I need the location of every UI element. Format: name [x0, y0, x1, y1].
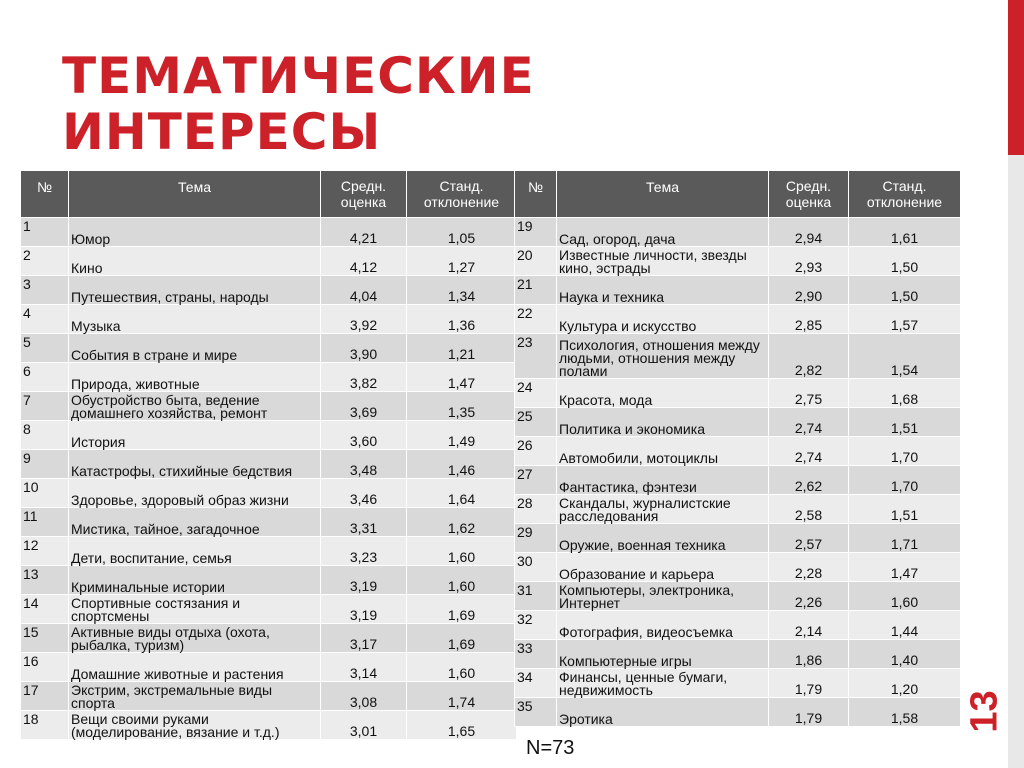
table-row	[21, 479, 517, 508]
row-number: 33	[515, 640, 557, 669]
row-mean: 2,90	[769, 276, 849, 305]
row-mean: 3,60	[321, 421, 407, 450]
row-number: 2	[21, 247, 69, 276]
row-number: 19	[515, 218, 557, 247]
row-number: 35	[515, 698, 557, 727]
title-line-2: ИНТЕРЕСЫ	[62, 103, 382, 161]
row-mean: 1,86	[769, 640, 849, 669]
row-number: 9	[21, 450, 69, 479]
row-number: 25	[515, 408, 557, 437]
row-number: 13	[21, 566, 69, 595]
row-topic: Наука и техника	[557, 276, 769, 305]
table-row	[21, 653, 517, 682]
table-row	[21, 537, 517, 566]
row-sd: 1,34	[407, 276, 517, 305]
row-topic: Криминальные истории	[69, 566, 321, 595]
row-mean: 2,57	[769, 524, 849, 553]
row-topic: Образование и карьера	[557, 553, 769, 582]
row-mean: 1,79	[769, 669, 849, 698]
row-sd: 1,71	[849, 524, 961, 553]
row-number: 26	[515, 437, 557, 466]
row-topic: Эротика	[557, 698, 769, 727]
row-number: 15	[21, 624, 69, 653]
table-row	[21, 334, 517, 363]
row-number: 22	[515, 305, 557, 334]
row-mean: 2,62	[769, 466, 849, 495]
row-sd: 1,69	[407, 624, 517, 653]
row-topic: Сад, огород, дача	[557, 218, 769, 247]
row-topic: Фантастика, фэнтези	[557, 466, 769, 495]
row-sd: 1,51	[849, 495, 961, 524]
row-mean: 4,21	[321, 218, 407, 247]
row-number: 3	[21, 276, 69, 305]
row-sd: 1,57	[849, 305, 961, 334]
row-number: 1	[21, 218, 69, 247]
row-mean: 2,74	[769, 408, 849, 437]
row-sd: 1,54	[849, 334, 961, 379]
row-topic: Вещи своими руками (моделирование, вязание и т.д.)	[69, 711, 321, 740]
row-mean: 2,58	[769, 495, 849, 524]
row-number: 16	[21, 653, 69, 682]
row-mean: 4,12	[321, 247, 407, 276]
row-mean: 2,74	[769, 437, 849, 466]
table-row	[515, 611, 961, 640]
row-sd: 1,69	[407, 595, 517, 624]
title-line-1: ТЕМАТИЧЕСКИЕ	[62, 47, 535, 105]
page-title	[62, 48, 535, 160]
row-sd: 1,46	[407, 450, 517, 479]
table-row	[515, 466, 961, 495]
header-mean: Средн. оценка	[769, 171, 849, 218]
table-row	[515, 553, 961, 582]
table-row	[515, 305, 961, 334]
row-mean: 2,26	[769, 582, 849, 611]
row-mean: 3,48	[321, 450, 407, 479]
row-sd: 1,50	[849, 276, 961, 305]
table-row	[515, 640, 961, 669]
row-mean: 3,23	[321, 537, 407, 566]
table-row	[515, 247, 961, 276]
row-number: 7	[21, 392, 69, 421]
row-sd: 1,40	[849, 640, 961, 669]
header-sd: Станд. отклонение	[407, 171, 517, 218]
row-sd: 1,60	[407, 653, 517, 682]
row-sd: 1,05	[407, 218, 517, 247]
row-sd: 1,60	[407, 537, 517, 566]
table-row	[21, 247, 517, 276]
row-mean: 1,79	[769, 698, 849, 727]
table-row	[21, 363, 517, 392]
row-mean: 3,31	[321, 508, 407, 537]
table-row	[21, 566, 517, 595]
row-sd: 1,49	[407, 421, 517, 450]
table-row	[21, 508, 517, 537]
row-sd: 1,47	[849, 553, 961, 582]
row-mean: 2,75	[769, 379, 849, 408]
table-row	[21, 392, 517, 421]
row-topic: Автомобили, мотоциклы	[557, 437, 769, 466]
row-sd: 1,62	[407, 508, 517, 537]
row-number: 4	[21, 305, 69, 334]
row-topic: Психология, отношения между людьми, отношения между полами	[557, 334, 769, 379]
row-mean: 3,46	[321, 479, 407, 508]
row-topic: Культура и искусство	[557, 305, 769, 334]
header-mean: Средн. оценка	[321, 171, 407, 218]
left-table	[20, 170, 517, 740]
table-row	[515, 495, 961, 524]
table-row	[21, 218, 517, 247]
row-topic: Компьютерные игры	[557, 640, 769, 669]
row-topic: Здоровье, здоровый образ жизни	[69, 479, 321, 508]
table-row	[21, 305, 517, 334]
sample-size: N=73	[526, 737, 575, 759]
row-sd: 1,65	[407, 711, 517, 740]
row-topic: Скандалы, журналистские расследования	[557, 495, 769, 524]
row-mean: 3,19	[321, 595, 407, 624]
table-row	[515, 698, 961, 727]
row-sd: 1,61	[849, 218, 961, 247]
row-sd: 1,64	[407, 479, 517, 508]
row-number: 11	[21, 508, 69, 537]
row-sd: 1,35	[407, 392, 517, 421]
row-number: 14	[21, 595, 69, 624]
header-num: №	[515, 171, 557, 218]
row-number: 8	[21, 421, 69, 450]
row-sd: 1,20	[849, 669, 961, 698]
row-number: 21	[515, 276, 557, 305]
header-topic: Тема	[69, 171, 321, 218]
row-mean: 2,28	[769, 553, 849, 582]
row-sd: 1,50	[849, 247, 961, 276]
row-mean: 2,94	[769, 218, 849, 247]
row-topic: Путешествия, страны, народы	[69, 276, 321, 305]
table-row	[515, 379, 961, 408]
row-sd: 1,58	[849, 698, 961, 727]
table-row	[21, 624, 517, 653]
row-mean: 3,19	[321, 566, 407, 595]
row-number: 6	[21, 363, 69, 392]
table-row	[21, 276, 517, 305]
row-number: 28	[515, 495, 557, 524]
row-topic: Юмор	[69, 218, 321, 247]
row-mean: 2,85	[769, 305, 849, 334]
row-sd: 1,60	[849, 582, 961, 611]
row-topic: Активные виды отдыха (охота, рыбалка, туризм)	[69, 624, 321, 653]
table-row	[21, 711, 517, 740]
row-topic: Обустройство быта, ведение домашнего хозяйства, ремонт	[69, 392, 321, 421]
row-mean: 3,92	[321, 305, 407, 334]
right-table	[514, 170, 961, 727]
table-row	[21, 595, 517, 624]
row-number: 17	[21, 682, 69, 711]
row-topic: Дети, воспитание, семья	[69, 537, 321, 566]
row-topic: События в стране и мире	[69, 334, 321, 363]
table-row	[515, 218, 961, 247]
table-row	[515, 408, 961, 437]
table-row	[515, 524, 961, 553]
row-sd: 1,47	[407, 363, 517, 392]
row-number: 10	[21, 479, 69, 508]
row-sd: 1,60	[407, 566, 517, 595]
table-row	[21, 421, 517, 450]
row-topic: Экстрим, экстремальные виды спорта	[69, 682, 321, 711]
row-sd: 1,70	[849, 466, 961, 495]
row-topic: Кино	[69, 247, 321, 276]
row-sd: 1,51	[849, 408, 961, 437]
table-row	[515, 276, 961, 305]
row-number: 24	[515, 379, 557, 408]
row-topic: Красота, мода	[557, 379, 769, 408]
row-topic: Музыка	[69, 305, 321, 334]
row-mean: 2,14	[769, 611, 849, 640]
page-number: 13	[963, 690, 1006, 733]
table-row	[515, 582, 961, 611]
row-topic: Фотография, видеосъемка	[557, 611, 769, 640]
row-topic: Компьютеры, электроника, Интернет	[557, 582, 769, 611]
row-number: 27	[515, 466, 557, 495]
row-sd: 1,36	[407, 305, 517, 334]
row-sd: 1,27	[407, 247, 517, 276]
row-topic: Спортивные состязания и спортсмены	[69, 595, 321, 624]
row-number: 20	[515, 247, 557, 276]
row-sd: 1,70	[849, 437, 961, 466]
row-number: 5	[21, 334, 69, 363]
header-num: №	[21, 171, 69, 218]
row-number: 31	[515, 582, 557, 611]
row-sd: 1,68	[849, 379, 961, 408]
row-mean: 4,04	[321, 276, 407, 305]
header-topic: Тема	[557, 171, 769, 218]
row-number: 32	[515, 611, 557, 640]
table-row	[515, 334, 961, 379]
table-row	[515, 437, 961, 466]
row-sd: 1,44	[849, 611, 961, 640]
row-topic: Катастрофы, стихийные бедствия	[69, 450, 321, 479]
row-topic: Политика и экономика	[557, 408, 769, 437]
row-number: 23	[515, 334, 557, 379]
row-topic: Домашние животные и растения	[69, 653, 321, 682]
row-sd: 1,21	[407, 334, 517, 363]
table-row	[515, 669, 961, 698]
row-mean: 3,17	[321, 624, 407, 653]
row-mean: 2,82	[769, 334, 849, 379]
row-topic: Известные личности, звезды кино, эстрады	[557, 247, 769, 276]
row-number: 30	[515, 553, 557, 582]
row-topic: История	[69, 421, 321, 450]
row-number: 18	[21, 711, 69, 740]
table-row	[21, 450, 517, 479]
row-mean: 3,90	[321, 334, 407, 363]
row-topic: Мистика, тайное, загадочное	[69, 508, 321, 537]
row-number: 29	[515, 524, 557, 553]
row-topic: Природа, животные	[69, 363, 321, 392]
header-sd: Станд. отклонение	[849, 171, 961, 218]
row-mean: 3,08	[321, 682, 407, 711]
row-number: 34	[515, 669, 557, 698]
row-topic: Финансы, ценные бумаги, недвижимость	[557, 669, 769, 698]
row-mean: 3,82	[321, 363, 407, 392]
row-topic: Оружие, военная техника	[557, 524, 769, 553]
row-mean: 3,14	[321, 653, 407, 682]
side-accent	[1008, 0, 1024, 155]
row-mean: 3,01	[321, 711, 407, 740]
row-mean: 3,69	[321, 392, 407, 421]
row-mean: 2,93	[769, 247, 849, 276]
row-sd: 1,74	[407, 682, 517, 711]
row-number: 12	[21, 537, 69, 566]
table-row	[21, 682, 517, 711]
